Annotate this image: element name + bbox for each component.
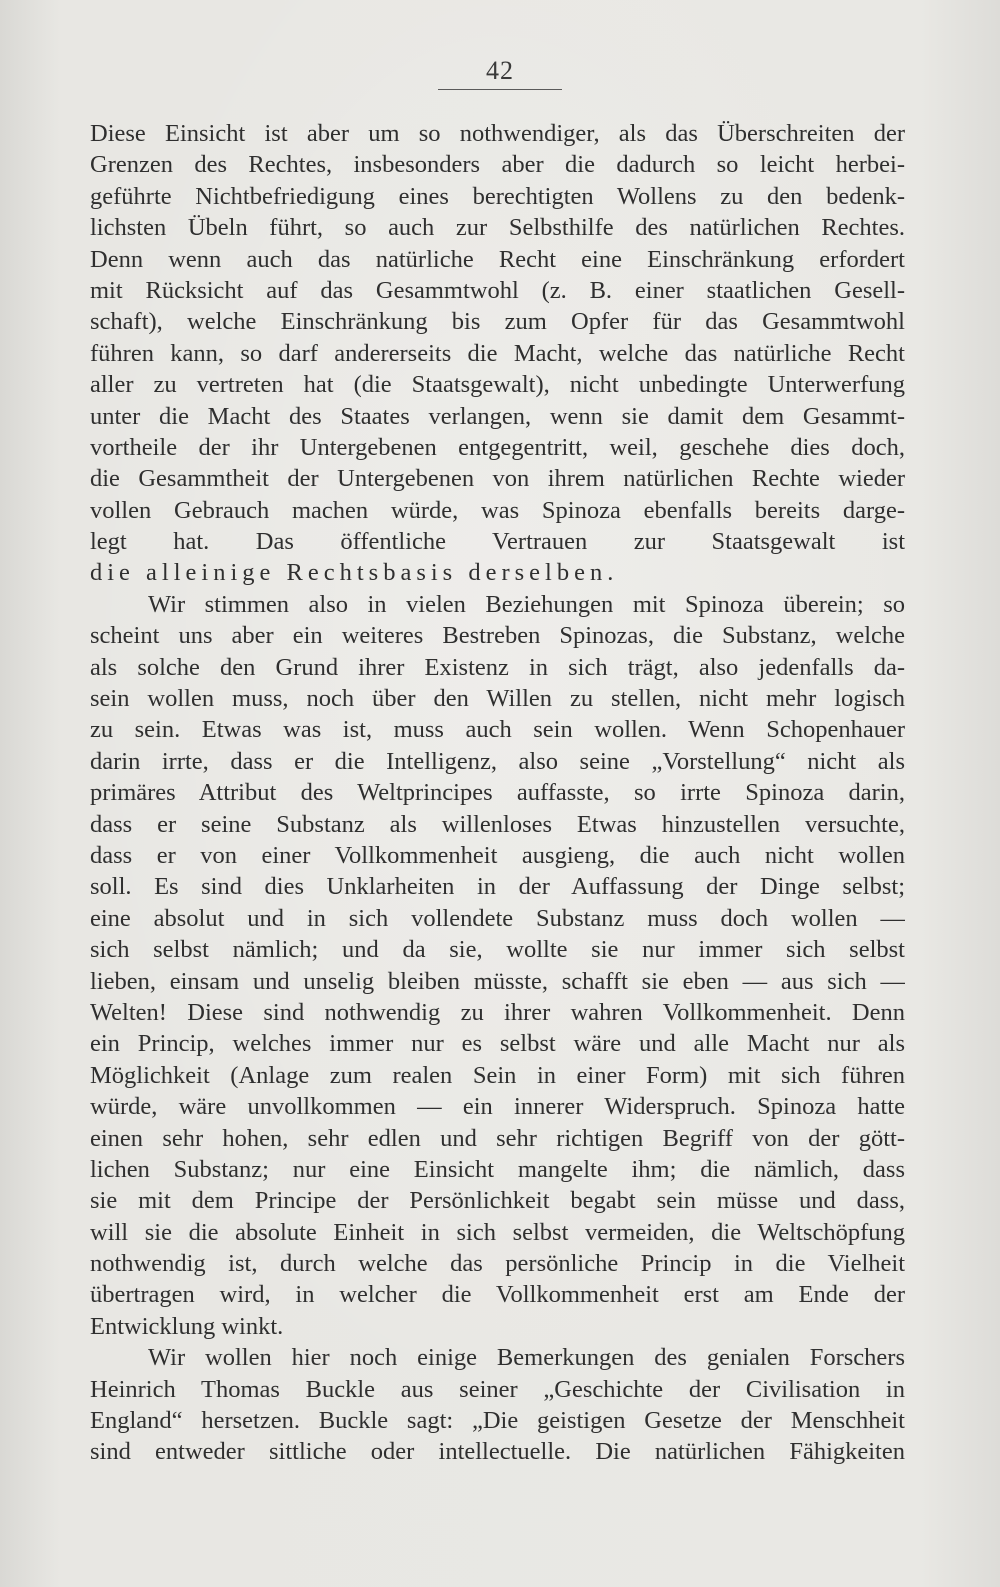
text-line: aller zu vertreten hat (die Staatsgewalt), nicht unbedingte Unterwerfung — [90, 371, 905, 399]
text-line: vollen Gebrauch machen würde, was Spinoza ebenfalls bereits darge- — [90, 496, 905, 524]
text-line: Wir stimmen also in vielen Beziehungen mit Spinoza überein; so — [148, 590, 905, 618]
text-line: einen sehr hohen, sehr edlen und sehr richtigen Begriff von der gött- — [90, 1124, 905, 1152]
text-line: Grenzen des Rechtes, insbesonders aber die dadurch so leicht herbei- — [90, 151, 905, 179]
text-line: lichsten Übeln führt, so auch zur Selbsthilfe des natürlichen Rechtes. — [90, 214, 905, 242]
text-line: die Gesammtheit der Untergebenen von ihrem natürlichen Rechte wieder — [90, 465, 905, 493]
text-line: zu sein. Etwas was ist, muss auch sein wollen. Wenn Schopenhauer — [90, 716, 905, 744]
text-line: will sie die absolute Einheit in sich selbst vermeiden, die Weltschöpfung — [90, 1218, 905, 1246]
text-line: Denn wenn auch das natürliche Recht eine Einschränkung erfordert — [90, 245, 905, 273]
text-line: Heinrich Thomas Buckle aus seiner „Geschichte der Civilisation in — [90, 1375, 905, 1403]
text-line: würde, wäre unvollkommen — ein innerer Widerspruch. Spinoza hatte — [90, 1093, 905, 1121]
text-line: dass er von einer Vollkommenheit ausgieng, die auch nicht wollen — [90, 841, 905, 869]
text-line: unter die Macht des Staates verlangen, wenn sie damit dem Gesammt- — [90, 402, 905, 430]
text-line: legt hat. Das öffentliche Vertrauen zur Staatsgewalt ist — [90, 528, 905, 556]
text-line: Möglichkeit (Anlage zum realen Sein in einer Form) mit sich führen — [90, 1061, 905, 1089]
text-line: soll. Es sind dies Unklarheiten in der Auffassung der Dinge selbst; — [90, 873, 905, 901]
text-line: eine absolut und in sich vollendete Substanz muss doch wollen — — [90, 904, 905, 932]
text-line: mit Rücksicht auf das Gesammtwohl (z. B. einer staatlichen Gesell- — [90, 276, 905, 304]
text-line: sein wollen muss, noch über den Willen zu stellen, nicht mehr logisch — [90, 685, 905, 713]
paragraph — [90, 118, 905, 589]
text-line: Diese Einsicht ist aber um so nothwendiger, als das Überschreiten der — [90, 120, 905, 147]
text-line: Welten! Diese sind nothwendig zu ihrer wahren Vollkommenheit. Denn — [90, 998, 905, 1026]
text-line: scheint uns aber ein weiteres Bestreben Spinozas, die Substanz, welche — [90, 622, 905, 650]
text-line: als solche den Grund ihrer Existenz in sich trägt, also jedenfalls da- — [90, 653, 905, 681]
text-line: Wir wollen hier noch einige Bemerkungen des genialen Forschers — [148, 1344, 905, 1372]
page-number: 42 — [486, 56, 514, 85]
text-line: Entwicklung winkt. — [90, 1312, 284, 1340]
text-line: primäres Attribut des Weltprincipes auffasste, so irrte Spinoza darin, — [90, 779, 905, 807]
text-line: lichen Substanz; nur eine Einsicht mangelte ihm; die nämlich, dass — [90, 1155, 905, 1183]
body-text — [90, 118, 905, 1468]
text-line: sind entweder sittliche oder intellectuelle. Die natürlichen Fähigkeiten — [90, 1438, 905, 1466]
header-rule — [438, 89, 562, 90]
text-line: führen kann, so darf andererseits die Macht, welche das natürliche Recht — [90, 339, 905, 367]
text-line: geführte Nichtbefriedigung eines berechtigten Wollens zu den bedenk- — [90, 182, 905, 210]
text-line: die alleinige Rechtsbasis derselben. — [90, 559, 619, 587]
text-line: dass er seine Substanz als willenloses Etwas hinzustellen versuchte, — [90, 810, 905, 838]
text-line: vortheile der ihr Untergebenen entgegentritt, weil, geschehe dies doch, — [90, 433, 905, 461]
text-line: England“ hersetzen. Buckle sagt: „Die geistigen Gesetze der Menschheit — [90, 1407, 905, 1435]
paragraph — [90, 1342, 905, 1468]
text-line: übertragen wird, in welcher die Vollkommenheit erst am Ende der — [90, 1281, 905, 1309]
text-line: ein Princip, welches immer nur es selbst wäre und alle Macht nur als — [90, 1030, 905, 1058]
text-line: nothwendig ist, durch welche das persönliche Princip in die Vielheit — [90, 1250, 905, 1278]
text-line: darin irrte, dass er die Intelligenz, also seine „Vorstellung“ nicht als — [90, 747, 905, 775]
paragraph — [90, 589, 905, 1342]
text-line: sie mit dem Principe der Persönlichkeit begabt sein müsse und dass, — [90, 1187, 905, 1215]
text-line: lieben, einsam und unselig bleiben müsste, schafft sie eben — aus sich — — [90, 967, 905, 995]
text-line: schaft), welche Einschränkung bis zum Opfer für das Gesammtwohl — [90, 308, 905, 336]
text-line: sich selbst nämlich; und da sie, wollte sie nur immer sich selbst — [90, 936, 905, 964]
